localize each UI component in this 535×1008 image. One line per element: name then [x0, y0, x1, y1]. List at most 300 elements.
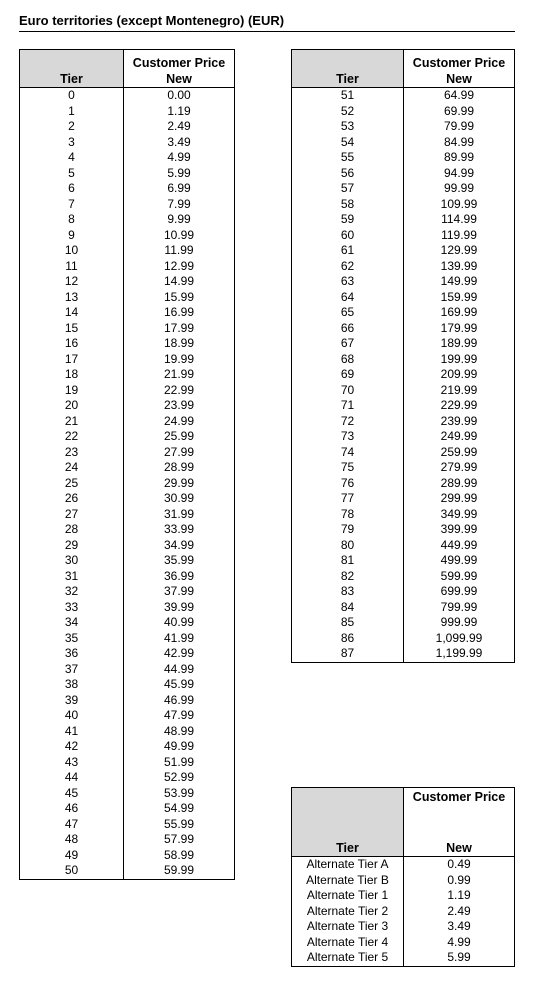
table-row — [20, 197, 235, 213]
table-row — [292, 212, 515, 228]
tier-cell: 63 — [292, 274, 404, 290]
table-row — [20, 739, 235, 755]
price-cell: 58.99 — [124, 848, 235, 864]
price-cell: 44.99 — [124, 662, 235, 678]
price-header-line1: Customer Price — [412, 56, 506, 70]
table-row — [20, 414, 235, 430]
table-row — [20, 305, 235, 321]
tier-cell: 85 — [292, 615, 404, 631]
table-row — [20, 863, 235, 879]
tier-cell: 73 — [292, 429, 404, 445]
price-cell: 52.99 — [124, 770, 235, 786]
price-cell: 9.99 — [124, 212, 235, 228]
table-row — [20, 166, 235, 182]
table-row — [20, 135, 235, 151]
tier-cell: Alternate Tier 3 — [292, 919, 404, 935]
table-row — [292, 873, 515, 889]
table-row — [20, 429, 235, 445]
tier-cell: 15 — [20, 321, 124, 337]
price-table-tiers-51-87 — [291, 49, 515, 663]
table-row — [292, 305, 515, 321]
price-cell: 36.99 — [124, 569, 235, 585]
table-row — [292, 919, 515, 935]
price-cell: 599.99 — [404, 569, 515, 585]
tier-cell: 58 — [292, 197, 404, 213]
price-cell: 29.99 — [124, 476, 235, 492]
price-cell: 84.99 — [404, 135, 515, 151]
price-cell: 1,199.99 — [404, 646, 515, 662]
price-cell: 22.99 — [124, 383, 235, 399]
price-cell: 499.99 — [404, 553, 515, 569]
tier-cell: 33 — [20, 600, 124, 616]
price-cell: 2.49 — [124, 119, 235, 135]
table-row — [20, 119, 235, 135]
price-cell: 299.99 — [404, 491, 515, 507]
price-cell: 40.99 — [124, 615, 235, 631]
table-row — [292, 135, 515, 151]
tier-cell: 76 — [292, 476, 404, 492]
price-cell: 89.99 — [404, 150, 515, 166]
table-row — [292, 181, 515, 197]
price-cell: 209.99 — [404, 367, 515, 383]
price-cell: 179.99 — [404, 321, 515, 337]
price-cell: 114.99 — [404, 212, 515, 228]
price-cell: 4.99 — [404, 935, 515, 951]
table-row — [20, 755, 235, 771]
tier-cell: 4 — [20, 150, 124, 166]
price-header-line2: New — [446, 71, 472, 86]
tier-cell: 78 — [292, 507, 404, 523]
tier-cell: 23 — [20, 445, 124, 461]
tier-cell: 46 — [20, 801, 124, 817]
table-row — [20, 522, 235, 538]
price-header-line2: New — [166, 71, 192, 86]
tier-cell: 31 — [20, 569, 124, 585]
price-cell: 0.49 — [404, 857, 515, 873]
price-cell: 21.99 — [124, 367, 235, 383]
table-row — [20, 88, 235, 104]
price-cell: 48.99 — [124, 724, 235, 740]
tier-cell: 20 — [20, 398, 124, 414]
table-row — [292, 243, 515, 259]
tier-cell: 7 — [20, 197, 124, 213]
price-cell: 11.99 — [124, 243, 235, 259]
table-row — [20, 228, 235, 244]
price-cell: 23.99 — [124, 398, 235, 414]
tier-cell: 66 — [292, 321, 404, 337]
table-row — [292, 367, 515, 383]
price-cell: 279.99 — [404, 460, 515, 476]
price-cell: 449.99 — [404, 538, 515, 554]
table-row — [292, 857, 515, 873]
table-row — [292, 904, 515, 920]
price-cell: 4.99 — [124, 150, 235, 166]
price-cell: 57.99 — [124, 832, 235, 848]
tier-cell: 75 — [292, 460, 404, 476]
price-cell: 37.99 — [124, 584, 235, 600]
price-cell: 139.99 — [404, 259, 515, 275]
table-row — [20, 460, 235, 476]
tier-cell: 71 — [292, 398, 404, 414]
price-cell: 699.99 — [404, 584, 515, 600]
table-row — [292, 538, 515, 554]
price-cell: 189.99 — [404, 336, 515, 352]
price-cell: 159.99 — [404, 290, 515, 306]
tier-cell: 81 — [292, 553, 404, 569]
tier-cell: 87 — [292, 646, 404, 662]
table-row — [20, 786, 235, 802]
table-row — [292, 553, 515, 569]
tier-cell: 22 — [20, 429, 124, 445]
table-row — [292, 150, 515, 166]
tier-cell: 30 — [20, 553, 124, 569]
table-row — [20, 321, 235, 337]
tier-cell: 17 — [20, 352, 124, 368]
tier-cell: 12 — [20, 274, 124, 290]
tier-cell: 19 — [20, 383, 124, 399]
tier-cell: Alternate Tier 2 — [292, 904, 404, 920]
table-row — [20, 212, 235, 228]
tier-cell: 35 — [20, 631, 124, 647]
price-cell: 94.99 — [404, 166, 515, 182]
tier-cell: 8 — [20, 212, 124, 228]
tier-cell: 62 — [292, 259, 404, 275]
price-cell: 42.99 — [124, 646, 235, 662]
table-row — [20, 662, 235, 678]
price-cell: 6.99 — [124, 181, 235, 197]
tier-cell: 61 — [292, 243, 404, 259]
tier-cell: 82 — [292, 569, 404, 585]
price-cell: 17.99 — [124, 321, 235, 337]
price-cell: 51.99 — [124, 755, 235, 771]
table-row — [292, 383, 515, 399]
price-cell: 239.99 — [404, 414, 515, 430]
tier-cell: 11 — [20, 259, 124, 275]
table-row — [20, 646, 235, 662]
price-cell: 3.49 — [124, 135, 235, 151]
price-cell: 30.99 — [124, 491, 235, 507]
table-row — [20, 553, 235, 569]
table-row — [20, 615, 235, 631]
table-row — [292, 414, 515, 430]
tier-cell: 84 — [292, 600, 404, 616]
price-cell: 14.99 — [124, 274, 235, 290]
tier-cell: 79 — [292, 522, 404, 538]
table-row — [292, 274, 515, 290]
tier-cell: 14 — [20, 305, 124, 321]
tier-cell: 67 — [292, 336, 404, 352]
price-table-tiers-0-50 — [19, 49, 235, 880]
price-cell: 0.00 — [124, 88, 235, 104]
table-row — [20, 367, 235, 383]
tier-cell: 39 — [20, 693, 124, 709]
tier-cell: 51 — [292, 88, 404, 104]
price-cell: 1,099.99 — [404, 631, 515, 647]
tier-cell: 50 — [20, 863, 124, 879]
table-row — [292, 197, 515, 213]
tier-cell: 36 — [20, 646, 124, 662]
price-cell: 219.99 — [404, 383, 515, 399]
tier-cell: 28 — [20, 522, 124, 538]
table-row — [292, 569, 515, 585]
table-row — [20, 243, 235, 259]
table-row — [20, 724, 235, 740]
price-cell: 289.99 — [404, 476, 515, 492]
tier-cell: 70 — [292, 383, 404, 399]
page-title: Euro territories (except Montenegro) (EUR) — [19, 12, 515, 32]
table-row — [20, 770, 235, 786]
price-cell: 41.99 — [124, 631, 235, 647]
tier-column-header: Tier — [292, 840, 404, 857]
tier-cell: 24 — [20, 460, 124, 476]
price-table-alternate-tiers — [291, 787, 515, 967]
tier-cell: 45 — [20, 786, 124, 802]
price-cell: 55.99 — [124, 817, 235, 833]
table-row — [20, 708, 235, 724]
table-row — [292, 584, 515, 600]
table-row — [20, 848, 235, 864]
tier-cell: 9 — [20, 228, 124, 244]
price-cell: 1.19 — [124, 104, 235, 120]
table-row — [20, 336, 235, 352]
table-row — [20, 584, 235, 600]
tier-cell: 47 — [20, 817, 124, 833]
tier-cell: 3 — [20, 135, 124, 151]
tier-cell: 37 — [20, 662, 124, 678]
tier-cell: Alternate Tier 5 — [292, 950, 404, 966]
price-cell: 199.99 — [404, 352, 515, 368]
tier-cell: Alternate Tier A — [292, 857, 404, 873]
tier-cell: 6 — [20, 181, 124, 197]
price-cell: 12.99 — [124, 259, 235, 275]
tier-cell: 65 — [292, 305, 404, 321]
tier-cell: 21 — [20, 414, 124, 430]
price-cell: 24.99 — [124, 414, 235, 430]
tier-cell: 60 — [292, 228, 404, 244]
tier-column-header: Tier — [20, 50, 124, 88]
price-cell: 15.99 — [124, 290, 235, 306]
price-cell: 129.99 — [404, 243, 515, 259]
tier-cell: 13 — [20, 290, 124, 306]
price-cell: 0.99 — [404, 873, 515, 889]
price-cell: 10.99 — [124, 228, 235, 244]
tier-cell: Alternate Tier 1 — [292, 888, 404, 904]
tier-cell: 1 — [20, 104, 124, 120]
price-cell: 399.99 — [404, 522, 515, 538]
table-row — [292, 615, 515, 631]
table-row — [292, 507, 515, 523]
table-row — [292, 491, 515, 507]
table-row — [20, 181, 235, 197]
table-row — [20, 398, 235, 414]
price-cell: 27.99 — [124, 445, 235, 461]
table-row — [292, 259, 515, 275]
table-row — [20, 476, 235, 492]
tier-cell: 5 — [20, 166, 124, 182]
tier-cell: 53 — [292, 119, 404, 135]
tier-cell: 80 — [292, 538, 404, 554]
tier-cell: 29 — [20, 538, 124, 554]
price-cell: 2.49 — [404, 904, 515, 920]
price-cell: 3.49 — [404, 919, 515, 935]
table-row — [20, 383, 235, 399]
tier-cell: 56 — [292, 166, 404, 182]
table-row — [20, 677, 235, 693]
price-cell: 7.99 — [124, 197, 235, 213]
table-row — [292, 600, 515, 616]
table-row — [292, 336, 515, 352]
tier-cell: 42 — [20, 739, 124, 755]
table-row — [20, 352, 235, 368]
price-cell: 39.99 — [124, 600, 235, 616]
tier-cell: 68 — [292, 352, 404, 368]
price-cell: 59.99 — [124, 863, 235, 879]
price-cell: 799.99 — [404, 600, 515, 616]
tier-cell: Alternate Tier B — [292, 873, 404, 889]
tier-cell: 48 — [20, 832, 124, 848]
price-cell: 169.99 — [404, 305, 515, 321]
price-cell: 31.99 — [124, 507, 235, 523]
price-header-line1: Customer Price — [132, 56, 226, 70]
table-row — [20, 150, 235, 166]
tier-cell: 59 — [292, 212, 404, 228]
tier-cell: 69 — [292, 367, 404, 383]
price-cell: 35.99 — [124, 553, 235, 569]
tier-cell: 44 — [20, 770, 124, 786]
price-cell: 249.99 — [404, 429, 515, 445]
tier-cell: 77 — [292, 491, 404, 507]
tier-cell: 86 — [292, 631, 404, 647]
table-row — [20, 259, 235, 275]
price-cell: 1.19 — [404, 888, 515, 904]
tier-cell: 72 — [292, 414, 404, 430]
tier-column-header: Tier — [292, 50, 404, 88]
price-cell: 5.99 — [124, 166, 235, 182]
price-cell: 18.99 — [124, 336, 235, 352]
tier-cell: 32 — [20, 584, 124, 600]
table-row — [292, 228, 515, 244]
price-cell: 119.99 — [404, 228, 515, 244]
price-cell: 19.99 — [124, 352, 235, 368]
table-row — [292, 88, 515, 104]
table-row — [292, 429, 515, 445]
table-row — [20, 817, 235, 833]
price-cell: 229.99 — [404, 398, 515, 414]
table-row — [292, 119, 515, 135]
table-row — [292, 460, 515, 476]
table-row — [20, 491, 235, 507]
price-cell: 25.99 — [124, 429, 235, 445]
tier-cell: 43 — [20, 755, 124, 771]
table-row — [20, 507, 235, 523]
table-row — [20, 290, 235, 306]
price-cell: 45.99 — [124, 677, 235, 693]
table-row — [20, 569, 235, 585]
tier-cell: 18 — [20, 367, 124, 383]
table-row — [20, 631, 235, 647]
table-row — [20, 801, 235, 817]
tier-cell: 57 — [292, 181, 404, 197]
tier-header-spacer — [292, 788, 404, 841]
tier-cell: 38 — [20, 677, 124, 693]
tier-cell: 55 — [292, 150, 404, 166]
price-cell: 5.99 — [404, 950, 515, 966]
price-cell: 46.99 — [124, 693, 235, 709]
tier-cell: 40 — [20, 708, 124, 724]
table-row — [292, 445, 515, 461]
table-row — [292, 935, 515, 951]
table-row — [292, 522, 515, 538]
tier-cell: 83 — [292, 584, 404, 600]
price-cell: 109.99 — [404, 197, 515, 213]
price-cell: 349.99 — [404, 507, 515, 523]
tier-cell: 49 — [20, 848, 124, 864]
tier-cell: 10 — [20, 243, 124, 259]
price-cell: 34.99 — [124, 538, 235, 554]
table-row — [292, 166, 515, 182]
price-cell: 79.99 — [404, 119, 515, 135]
table-row — [292, 646, 515, 662]
price-cell: 54.99 — [124, 801, 235, 817]
price-column-header — [404, 50, 515, 88]
table-row — [292, 631, 515, 647]
table-row — [292, 352, 515, 368]
table-row — [292, 290, 515, 306]
price-cell: 149.99 — [404, 274, 515, 290]
tier-cell: 27 — [20, 507, 124, 523]
price-column-header: Customer Price — [404, 788, 515, 841]
price-cell: 69.99 — [404, 104, 515, 120]
tier-cell: 52 — [292, 104, 404, 120]
table-row — [20, 274, 235, 290]
tier-cell: 16 — [20, 336, 124, 352]
tier-cell: 64 — [292, 290, 404, 306]
table-row — [292, 888, 515, 904]
table-row — [292, 321, 515, 337]
price-cell: 53.99 — [124, 786, 235, 802]
table-row — [292, 476, 515, 492]
price-cell: 28.99 — [124, 460, 235, 476]
price-cell: 999.99 — [404, 615, 515, 631]
table-row — [20, 104, 235, 120]
price-cell: 99.99 — [404, 181, 515, 197]
price-cell: 64.99 — [404, 88, 515, 104]
table-row — [20, 600, 235, 616]
table-row — [292, 104, 515, 120]
price-cell: 33.99 — [124, 522, 235, 538]
price-header-line2: New — [404, 840, 515, 857]
price-cell: 259.99 — [404, 445, 515, 461]
price-cell: 49.99 — [124, 739, 235, 755]
tier-cell: 2 — [20, 119, 124, 135]
tier-cell: 25 — [20, 476, 124, 492]
table-row — [292, 398, 515, 414]
table-row — [20, 693, 235, 709]
tier-cell: 34 — [20, 615, 124, 631]
tier-cell: Alternate Tier 4 — [292, 935, 404, 951]
tier-cell: 54 — [292, 135, 404, 151]
tier-cell: 74 — [292, 445, 404, 461]
tier-cell: 26 — [20, 491, 124, 507]
table-row — [292, 950, 515, 966]
table-row — [20, 445, 235, 461]
tier-cell: 0 — [20, 88, 124, 104]
table-row — [20, 832, 235, 848]
price-cell: 47.99 — [124, 708, 235, 724]
price-column-header — [124, 50, 235, 88]
table-row — [20, 538, 235, 554]
price-cell: 16.99 — [124, 305, 235, 321]
